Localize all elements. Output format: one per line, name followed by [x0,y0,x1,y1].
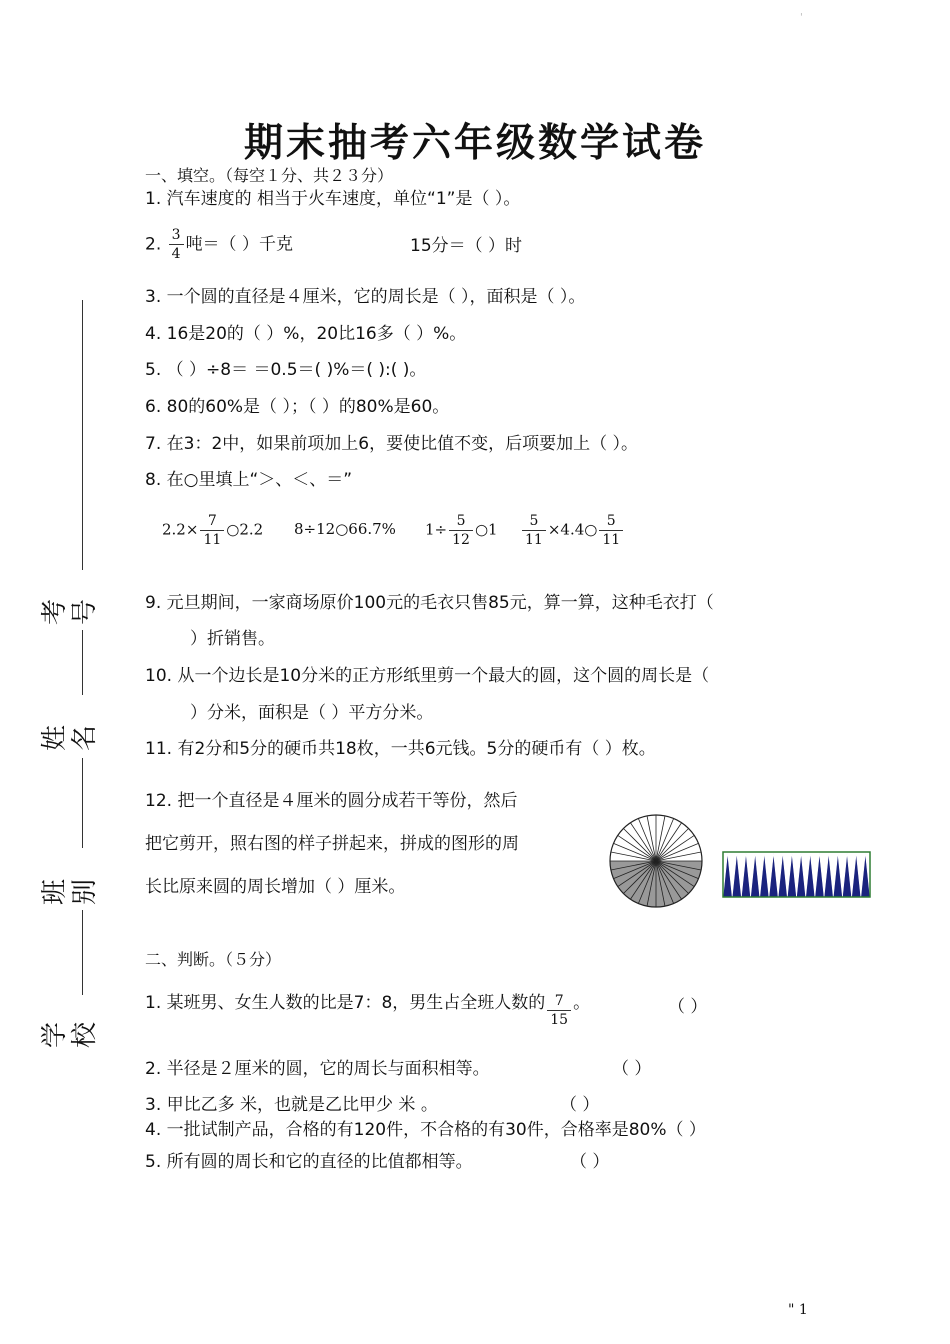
compare-c-fraction [449,512,473,549]
binding-line-1 [82,300,83,405]
question-7: 7. 在3：2中，如果前项加上6，要使比值不变，后项要加上（ ）。 [145,434,638,454]
judgement-1-answer: （ ） [668,997,708,1017]
fraction-numerator: 5 [522,512,546,531]
fraction-three-quarters [169,226,184,263]
question-11: 11. 有2分和5分的硬币共18枚，一共6元钱。5分的硬币有（ ）枚。 [145,739,656,759]
binding-line-2 [82,400,83,570]
fraction-denominator: 15 [550,1012,569,1028]
compare-d-fraction-2 [599,512,623,549]
compare-c-prefix: 1÷ [425,520,448,539]
judgement-4: 4. 一批试制产品，合格的有120件，不合格的有30件，合格率是80%（ ） [145,1120,706,1140]
question-6: 6. 80的60%是（ ）；（ ）的80%是60。 [145,397,450,417]
fraction-numerator: 5 [449,512,473,531]
question-1: 1. 汽车速度的 相当于火车速度，单位“1”是（ ）。 [145,189,521,209]
compare-a-prefix: 2.2× [162,520,199,539]
judgement-5-answer: （ ） [570,1152,610,1172]
question-10-line-2: ）分米，面积是（ ）平方分米。 [190,703,434,723]
question-12-line-1: 12. 把一个直径是４厘米的圆分成若干等份，然后 [145,791,518,811]
compare-item-b: 8÷12○66.7% [294,520,396,538]
page-number: " 1 [788,1302,808,1318]
compare-a-suffix: ○2.2 [226,520,264,539]
fraction-numerator: 5 [599,512,623,531]
fraction-denominator: 11 [525,532,543,548]
page-title: 期末抽考六年级数学试卷 [243,120,706,166]
compare-item-a [162,512,263,549]
question-10-line-1: 10. 从一个边长是10分米的正方形纸里剪一个最大的圆，这个圆的周长是（ [145,666,710,686]
question-5: 5. （ ）÷8＝ ＝0.5＝( )%＝( ):( )。 [145,360,427,380]
question-4: 4. 16是20的（ ）%，20比16多（ ）%。 [145,324,467,344]
question-8: 8. 在○里填上“＞、＜、＝” [145,470,353,490]
binding-line-5 [82,910,83,995]
judgement-3: 3. 甲比乙多 米，也就是乙比甲少 米 。 [145,1095,438,1115]
fraction-numerator: 3 [169,226,184,245]
question-9-line-1: 9. 元旦期间，一家商场原价100元的毛衣只售85元，算一算，这种毛衣打（ [145,593,714,613]
section-2-heading: 二、判断。（５分） [145,950,282,969]
judgement-1 [145,992,590,1029]
class-label: 班别 [40,879,100,906]
fraction-denominator: 11 [203,532,222,548]
exam-number-label: 考号 [40,599,100,626]
question-2-number: 2. [145,234,162,255]
judgement-2-answer: （ ） [612,1059,652,1079]
compare-item-c [425,512,498,549]
judgement-1-end: 。 [573,993,591,1013]
question-2-part-a: 吨＝（ ）千克 [185,234,293,255]
judgement-1-text: 1. 某班男、女生人数的比是7：8，男生占全班人数的 [145,993,546,1013]
compare-c-suffix: ○1 [474,520,498,539]
question-12-line-3: 长比原来圆的周长增加（ ）厘米。 [145,877,406,897]
compare-item-d [520,512,625,549]
rearranged-strip-figure [722,850,872,900]
fraction-denominator: 4 [171,246,181,262]
divided-circle-figure [608,813,704,909]
fraction-numerator: 7 [200,512,224,531]
school-label: 学校 [40,1022,100,1049]
question-3: 3. 一个圆的直径是４厘米，它的周长是（ ），面积是（ ）。 [145,287,586,307]
question-12-line-2: 把它剪开，照右图的样子拼起来，拼成的图形的周 [145,834,519,854]
question-2-part-b: 15分＝（ ）时 [410,236,523,256]
question-2 [145,226,293,263]
judgement-3-answer: （ ） [560,1095,600,1115]
circle-sector-line [623,828,656,861]
fraction-numerator: 7 [547,992,571,1011]
circle-sector-line [656,828,689,861]
question-9-line-2: ）折销售。 [190,629,275,649]
judgement-2: 2. 半径是２厘米的圆，它的周长与面积相等。 [145,1059,490,1079]
binding-line-4 [82,758,83,848]
compare-a-fraction [200,512,224,549]
fraction-denominator: 11 [602,532,621,548]
compare-d-fraction-1 [522,512,546,549]
compare-d-middle: ×4.4○ [547,520,598,539]
header-mark: ' [800,12,803,23]
binding-line-3 [82,630,83,695]
judgement-1-fraction [547,992,571,1029]
section-1-heading: 一、填空。（每空１分、共２３分） [145,166,394,185]
judgement-5: 5. 所有圆的周长和它的直径的比值都相等。 [145,1152,473,1172]
fraction-denominator: 12 [452,532,470,548]
name-label: 姓名 [40,725,100,752]
